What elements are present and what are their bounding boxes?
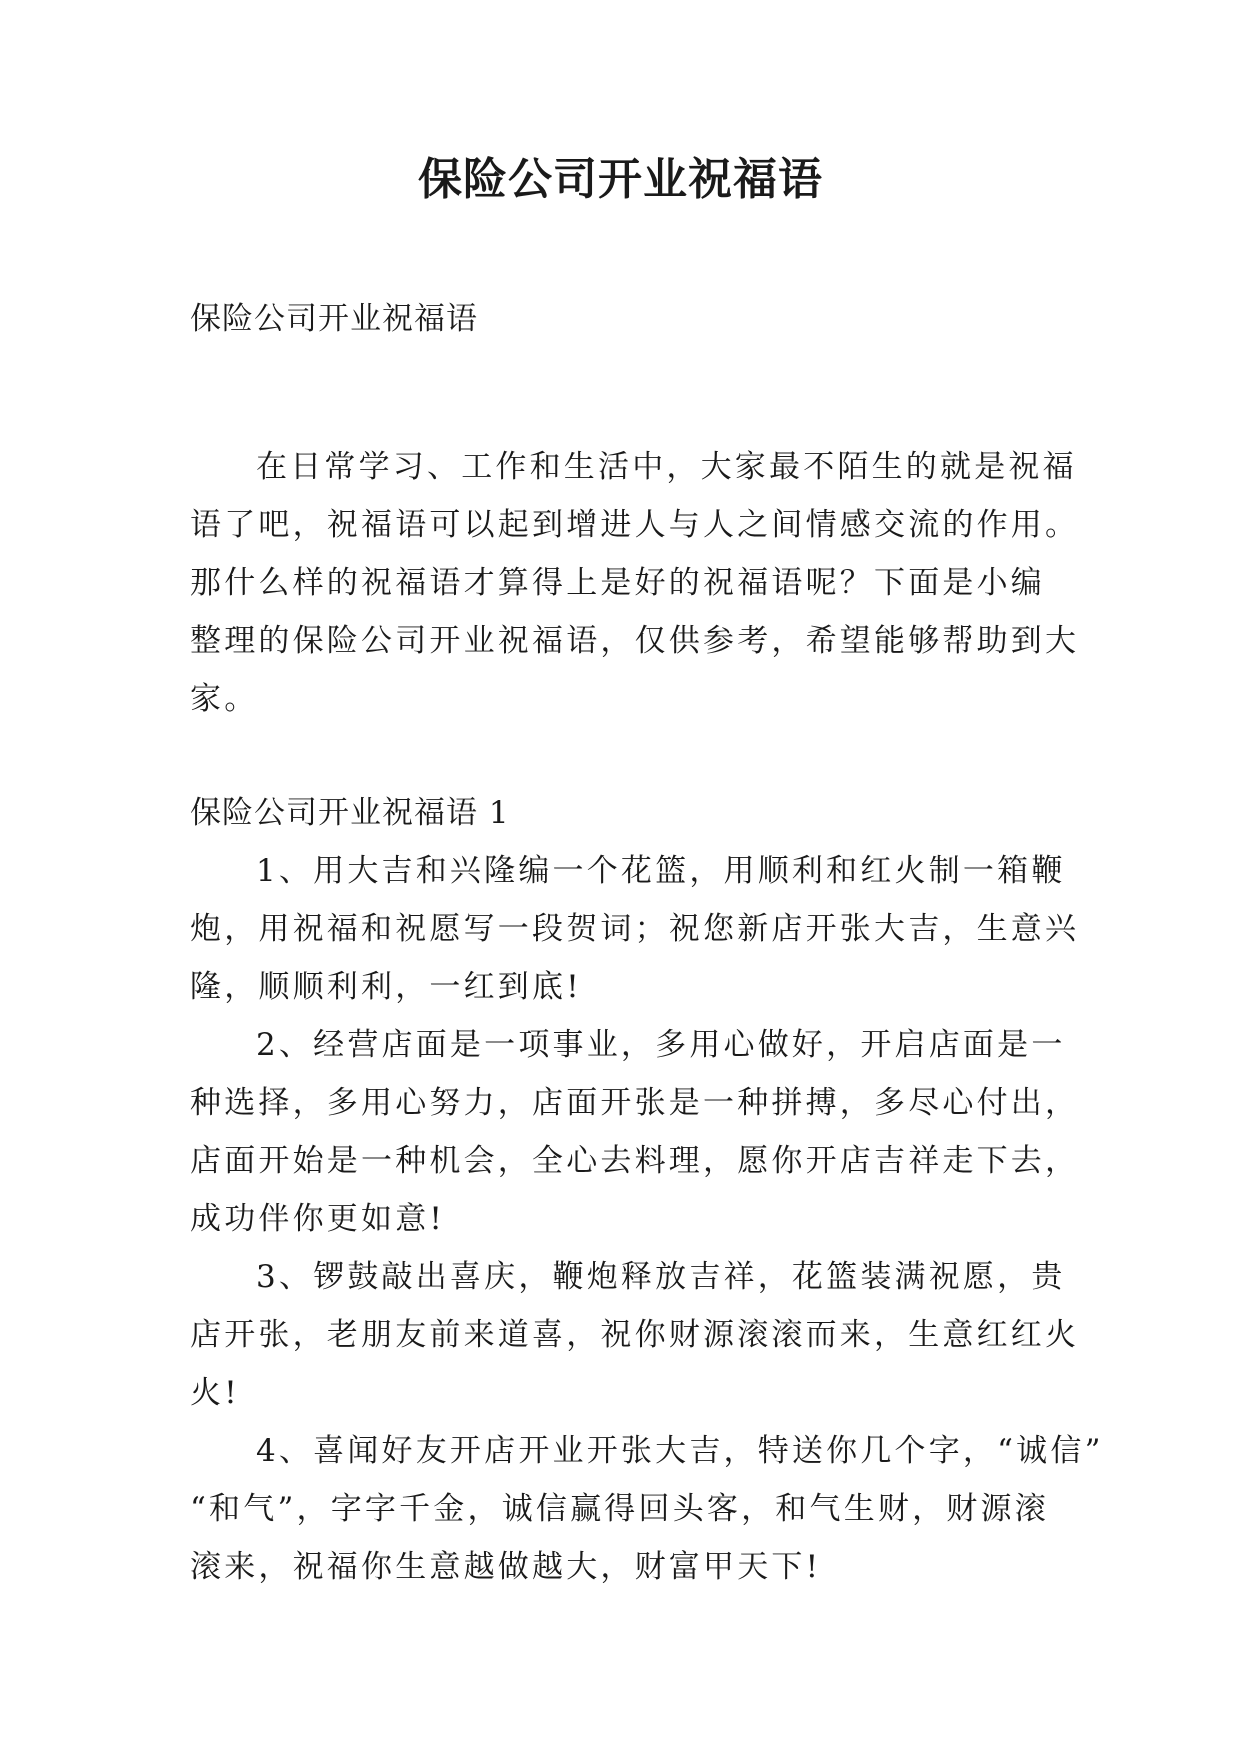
wish-line: “和气”，字字千金，诚信赢得回头客，和气生财，财源滚 — [190, 1491, 1049, 1527]
wish-line: 店开张，老朋友前来道喜，祝你财源滚滚而来，生意红红火 — [190, 1317, 1080, 1353]
wish-line: 隆，顺顺利利，一红到底! — [190, 969, 582, 1005]
page-title: 保险公司开业祝福语 — [418, 154, 823, 205]
wish-line: 炮，用祝福和祝愿写一段贺词；祝您新店开张大吉，生意兴 — [190, 911, 1080, 947]
intro-line: 语了吧，祝福语可以起到增进人与人之间情感交流的作用。 — [190, 507, 1080, 543]
intro-line: 整理的保险公司开业祝福语，仅供参考，希望能够帮助到大 — [190, 623, 1080, 659]
document-subtitle: 保险公司开业祝福语 — [190, 301, 478, 337]
wish-item-2 — [190, 1016, 1080, 1248]
wish-line: 4、喜闻好友开店开业开张大吉，特送你几个字，“诚信” — [256, 1433, 1104, 1469]
wish-item-4 — [190, 1422, 1104, 1596]
intro-line: 那什么样的祝福语才算得上是好的祝福语呢？下面是小编 — [190, 565, 1045, 601]
document-body — [190, 290, 1104, 1596]
wish-line: 3、锣鼓敲出喜庆，鞭炮释放吉祥，花篮装满祝愿，贵 — [256, 1259, 1066, 1295]
wish-line: 种选择，多用心努力，店面开张是一种拼搏，多尽心付出， — [190, 1085, 1080, 1121]
wish-line: 火! — [190, 1375, 240, 1411]
wish-line: 1、用大吉和兴隆编一个花篮，用顺利和红火制一箱鞭 — [256, 853, 1066, 889]
wish-line: 滚来，祝福你生意越做越大，财富甲天下! — [190, 1549, 822, 1585]
wish-line: 成功伴你更如意! — [190, 1201, 446, 1237]
wish-item-1 — [190, 842, 1080, 1016]
section-heading: 保险公司开业祝福语 1 — [190, 795, 510, 831]
intro-line: 在日常学习、工作和生活中，大家最不陌生的就是祝福 — [256, 449, 1077, 485]
wish-line: 店面开始是一种机会，全心去料理，愿你开店吉祥走下去， — [190, 1143, 1080, 1179]
intro-line: 家。 — [190, 681, 259, 717]
wish-line: 2、经营店面是一项事业，多用心做好，开启店面是一 — [256, 1027, 1066, 1063]
intro-paragraph — [190, 438, 1080, 728]
wish-item-3 — [190, 1248, 1080, 1422]
